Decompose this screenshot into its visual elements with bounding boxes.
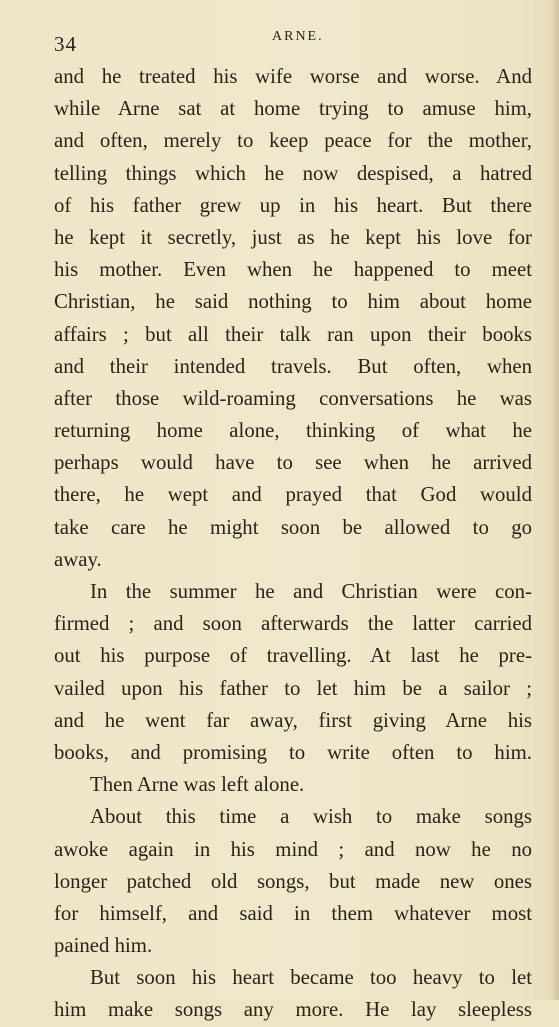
text-line: for himself, and said in them whatever most bbox=[54, 901, 532, 925]
text-line: and he went far away, first giving Arne his bbox=[54, 708, 532, 732]
text-line: longer patched old songs, but made new ones bbox=[54, 869, 532, 893]
text-line: Then Arne was left alone. bbox=[90, 773, 305, 797]
text-line: Christian, he said nothing to him about home bbox=[54, 290, 532, 314]
text-line: of his father grew up in his heart. But there bbox=[54, 193, 532, 217]
text-line: out his purpose of travelling. At last he pre- bbox=[54, 644, 532, 668]
text-line: books, and promising to write often to him. bbox=[54, 740, 532, 764]
text-line: him make songs any more. He lay sleepless bbox=[54, 998, 532, 1022]
text-line: But soon his heart became too heavy to let bbox=[90, 966, 532, 990]
text-line: returning home alone, thinking of what he bbox=[54, 419, 532, 443]
text-line: his mother. Even when he happened to meet bbox=[54, 258, 532, 282]
text-line: vailed upon his father to let him be a sailor ; bbox=[54, 676, 532, 700]
text-line: and their intended travels. But often, when bbox=[54, 354, 532, 378]
text-line: and he treated his wife worse and worse. And bbox=[54, 65, 532, 88]
running-title: ARNE. bbox=[272, 29, 324, 44]
text-line: affairs ; but all their talk ran upon their books bbox=[54, 322, 532, 346]
text-line: take care he might soon be allowed to go bbox=[54, 515, 532, 539]
text-line: In the summer he and Christian were con- bbox=[90, 580, 532, 603]
running-head bbox=[54, 26, 532, 54]
page-edge-shadow bbox=[551, 0, 559, 1000]
text-line: he kept it secretly, just as he kept his love for bbox=[54, 225, 532, 249]
text-line: and often, merely to keep peace for the mother, bbox=[54, 129, 532, 153]
body-text bbox=[54, 61, 532, 1027]
text-line: away. bbox=[54, 547, 102, 571]
text-line: while Arne sat at home trying to amuse him, bbox=[54, 97, 532, 121]
text-line: pained him. bbox=[54, 934, 153, 958]
text-line: awoke again in his mind ; and now he no bbox=[54, 837, 532, 861]
page-number: 34 bbox=[54, 32, 77, 56]
text-line: telling things which he now despised, a hatred bbox=[54, 161, 532, 185]
text-line: About this time a wish to make songs bbox=[90, 805, 532, 829]
text-line: there, he wept and prayed that God would bbox=[54, 483, 532, 507]
text-line: after those wild-roaming conversations he was bbox=[54, 386, 532, 410]
text-line: perhaps would have to see when he arrived bbox=[54, 451, 532, 475]
text-line: firmed ; and soon afterwards the latter carried bbox=[54, 612, 532, 636]
